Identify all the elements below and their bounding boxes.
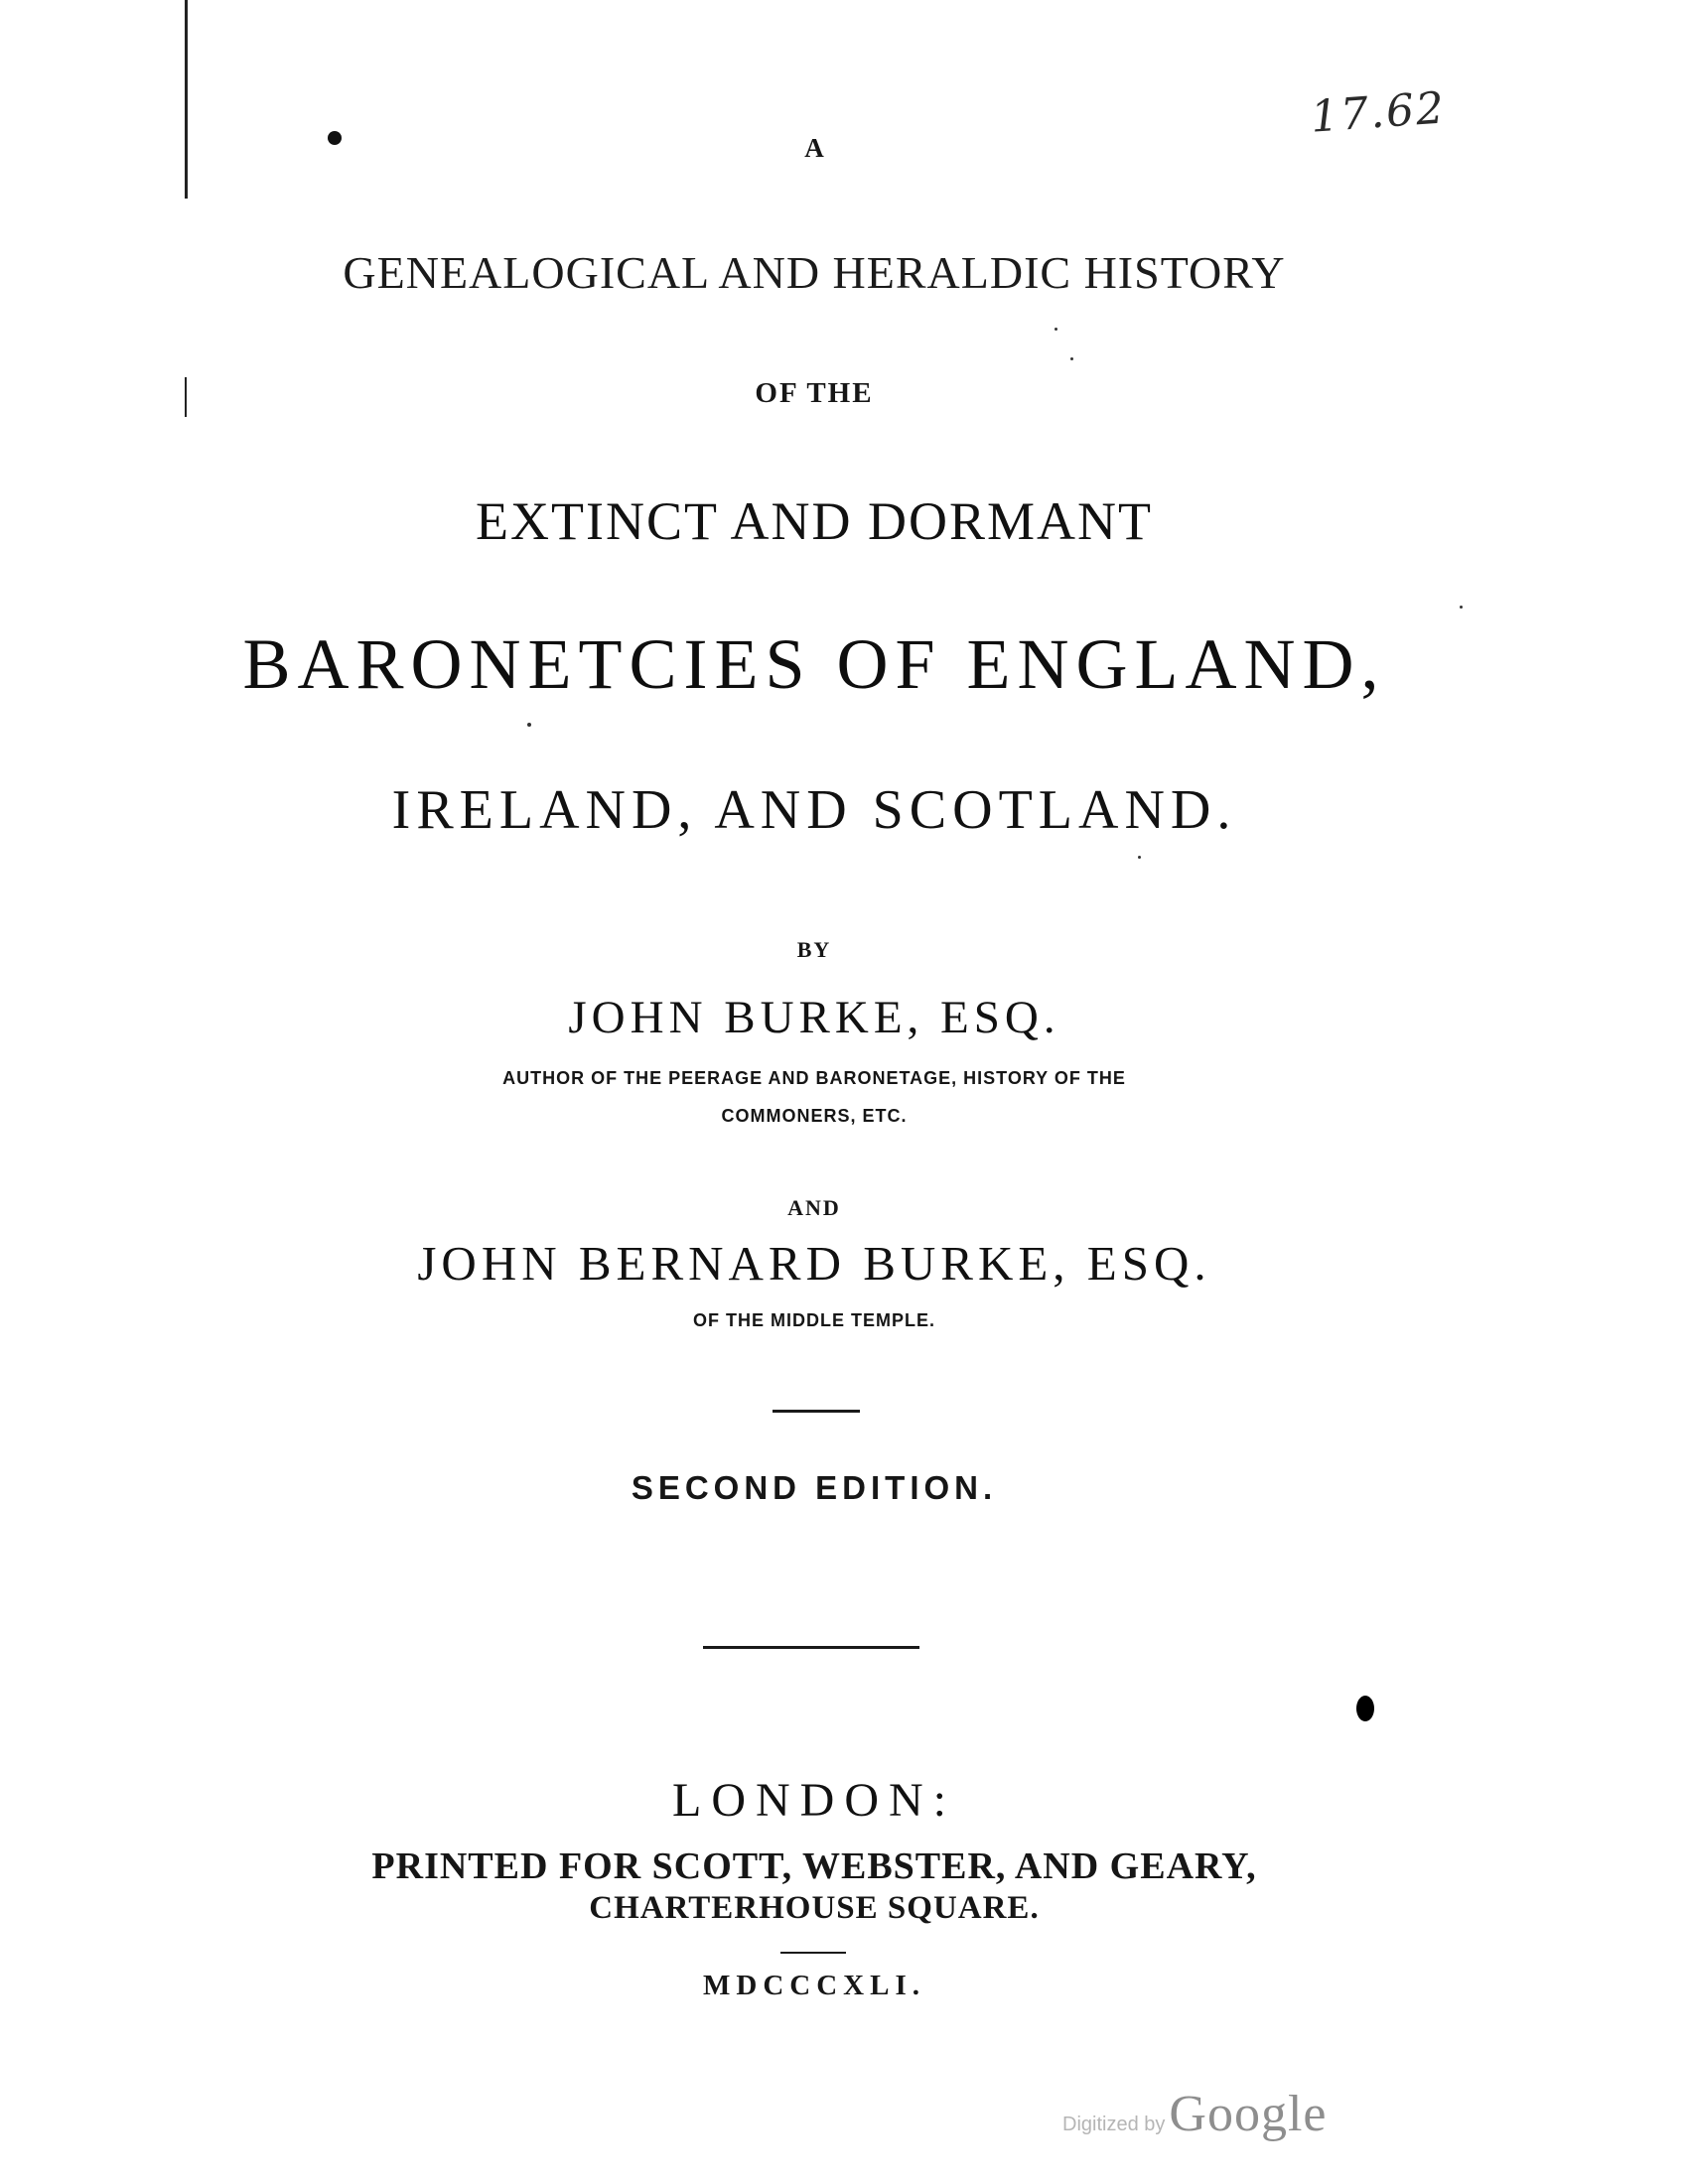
author2-credit: OF THE MIDDLE TEMPLE. — [693, 1310, 935, 1330]
scan-margin-line — [185, 0, 188, 199]
ink-speck — [1356, 1696, 1374, 1721]
title-line-a: A — [804, 133, 824, 163]
digitized-by-watermark — [1062, 2085, 1327, 2143]
handwritten-shelf-mark: 17.62 — [1309, 82, 1448, 143]
imprint-address: CHARTERHOUSE SQUARE. — [589, 1890, 1040, 1926]
watermark-prefix: Digitized by — [1062, 2114, 1166, 2135]
edition-label: SECOND EDITION. — [631, 1469, 998, 1506]
title-line-of-the: OF THE — [755, 377, 874, 409]
ink-speck — [1138, 856, 1141, 859]
author-credit-line-2: COMMONERS, ETC. — [721, 1106, 908, 1126]
and-label: AND — [787, 1195, 841, 1220]
ink-speck — [1070, 357, 1073, 360]
divider-rule — [703, 1646, 919, 1649]
google-logo: Google — [1169, 2086, 1328, 2142]
divider-rule — [780, 1952, 846, 1954]
imprint-year: MDCCCXLI. — [703, 1970, 925, 2001]
title-line-extinct: EXTINCT AND DORMANT — [476, 491, 1153, 551]
ink-speck — [527, 723, 531, 727]
author-john-bernard-burke: JOHN BERNARD BURKE, ESQ. — [417, 1236, 1211, 1291]
author-john-burke: JOHN BURKE, ESQ. — [568, 992, 1060, 1043]
by-label: BY — [796, 937, 832, 962]
author-credit-line-1: AUTHOR OF THE PEERAGE AND BARONETAGE, HISTORY OF THE — [502, 1068, 1126, 1088]
title-line-genealogical: GENEALOGICAL AND HERALDIC HISTORY — [343, 247, 1286, 298]
imprint-city: LONDON: — [672, 1774, 956, 1827]
ink-speck — [1055, 328, 1057, 331]
divider-rule — [773, 1410, 860, 1413]
title-line-ireland: IRELAND, AND SCOTLAND. — [391, 779, 1237, 841]
title-line-baronetcies: BARONETCIES OF ENGLAND, — [242, 624, 1386, 704]
ink-speck — [1460, 606, 1463, 609]
imprint-printer: PRINTED FOR SCOTT, WEBSTER, AND GEARY, — [371, 1845, 1257, 1887]
